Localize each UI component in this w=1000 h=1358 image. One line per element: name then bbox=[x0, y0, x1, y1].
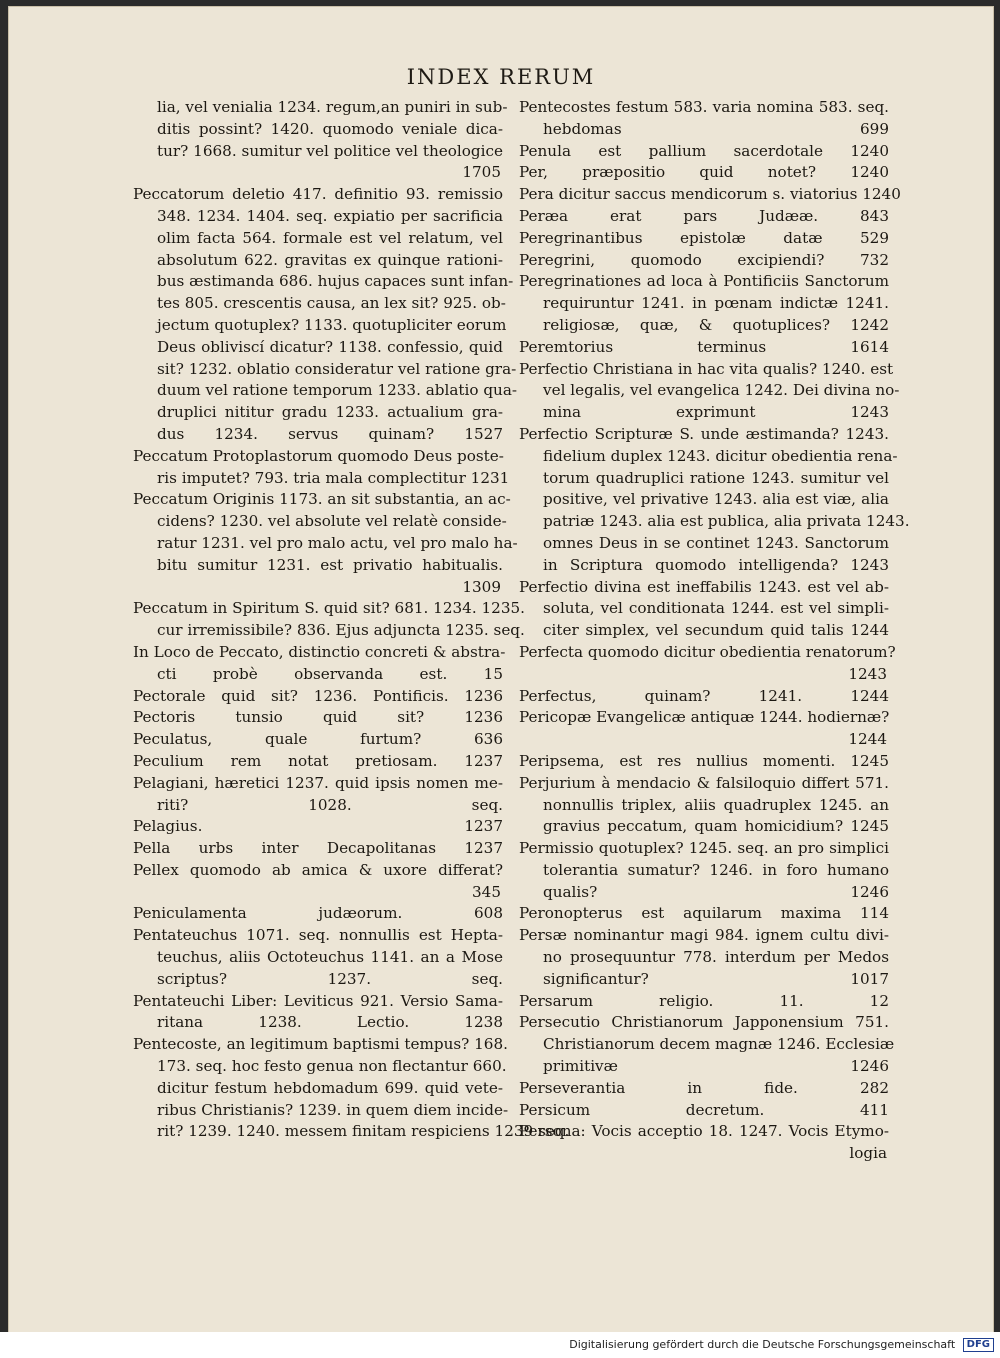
index-line: Peculatus, quale furtum? 636 bbox=[133, 730, 503, 749]
index-line: mina exprimunt 1243 bbox=[543, 403, 889, 422]
index-line: 1243 bbox=[848, 664, 887, 683]
index-line: Perseverantia in fide. 282 bbox=[519, 1078, 889, 1097]
index-line: Peculium rem notat pretiosam. 1237 bbox=[133, 751, 503, 770]
index-line: bitu sumitur 1231. est privatio habitualis. bbox=[157, 555, 503, 574]
index-line: requiruntur 1241. in pœnam indictæ 1241. bbox=[543, 294, 889, 313]
index-line: ribus Christianis? 1239. in quem diem incide- bbox=[157, 1100, 509, 1119]
index-line: primitivæ 1246 bbox=[543, 1057, 889, 1076]
index-line: tes 805. crescentis causa, an lex sit? 925. ob- bbox=[157, 294, 506, 313]
index-line: Perfectio Scripturæ S. unde æstimanda? 1243. bbox=[519, 424, 889, 443]
index-line: Persarum religio. 11. 12 bbox=[519, 991, 889, 1010]
index-line: ris imputet? 793. tria mala complectitur 1231 bbox=[157, 468, 510, 487]
index-line: Peregrinationes ad loca à Pontificiis Sanctorum bbox=[519, 272, 889, 291]
index-line: religiosæ, quæ, & quotuplices? 1242 bbox=[543, 315, 889, 334]
index-line: 348. 1234. 1404. seq. expiatio per sacrificia bbox=[157, 206, 503, 225]
index-line: ritana 1238. Lectio. 1238 bbox=[157, 1013, 503, 1032]
index-line: Pentateuchi Liber: Leviticus 921. Versio Sama- bbox=[133, 991, 503, 1010]
index-line: Per, præpositio quid notet? 1240 bbox=[519, 163, 889, 182]
index-line: Peregrinantibus epistolæ datæ 529 bbox=[519, 228, 889, 247]
index-line: jectum quotuplex? 1133. quotupliciter eorum bbox=[157, 315, 507, 334]
index-line: cidens? 1230. vel absolute vel relatè conside- bbox=[157, 512, 507, 531]
digitization-footer bbox=[0, 1332, 1000, 1358]
index-line: Peronopterus est aquilarum maxima 114 bbox=[519, 904, 889, 923]
index-line: Pelagius. 1237 bbox=[133, 817, 503, 836]
index-line: no prosequuntur 778. interdum per Medos bbox=[543, 948, 889, 967]
index-line: patriæ 1243. alia est publica, alia privata 1243. bbox=[543, 512, 910, 531]
index-line: ratur 1231. vel pro malo actu, vel pro malo ha- bbox=[157, 533, 518, 552]
index-line: Perfecta quomodo dicitur obedientia renatorum? bbox=[519, 642, 896, 661]
index-line: Pectorale quid sit? 1236. Pontificis. 1236 bbox=[133, 686, 503, 705]
dfg-logo: DFG bbox=[963, 1338, 994, 1352]
index-line: Peniculamenta judæorum. 608 bbox=[133, 904, 503, 923]
index-line: nonnullis triplex, aliis quadruplex 1245. an bbox=[543, 795, 889, 814]
index-line: lia, vel venialia 1234. regum,an puniri in sub- bbox=[157, 98, 508, 116]
index-line: Christianorum decem magnæ 1246. Ecclesiæ bbox=[543, 1035, 895, 1054]
index-line: Permissio quotuplex? 1245. seq. an pro simplici bbox=[519, 839, 889, 858]
index-line: hebdomas 699 bbox=[543, 119, 889, 138]
index-line: Perjurium à mendacio & falsiloquio differt 571. bbox=[519, 773, 889, 792]
index-line: sit? 1232. oblatio consideratur vel ratione gra- bbox=[157, 359, 517, 378]
index-line: Pelagiani, hæretici 1237. quid ipsis nomen me- bbox=[133, 773, 503, 792]
running-header: INDEX RERUM bbox=[406, 65, 596, 89]
index-line: omnes Deus in se continet 1243. Sanctorum bbox=[543, 533, 889, 552]
index-line: cur irremissibile? 836. Ejus adjuncta 1235. seq. bbox=[157, 621, 525, 640]
index-line: Persecutio Christianorum Japponensium 751. bbox=[519, 1013, 889, 1032]
index-line: Pera dicitur saccus mendicorum s. viatorius 1240 bbox=[519, 185, 901, 204]
index-line: tolerantia sumatur? 1246. in foro humano bbox=[543, 860, 889, 879]
index-line: logia bbox=[849, 1144, 887, 1163]
index-line: bus æstimanda 686. hujus capaces sunt infan- bbox=[157, 272, 514, 291]
index-line: Persicum decretum. 411 bbox=[519, 1100, 889, 1119]
index-line: druplici nititur gradu 1233. actualium gra- bbox=[157, 403, 503, 422]
book-page bbox=[8, 6, 994, 1334]
index-line: Pericopæ Evangelicæ antiquæ 1244. hodiernæ? bbox=[519, 708, 890, 727]
index-column-left bbox=[133, 97, 570, 1143]
index-line: significantur? 1017 bbox=[543, 969, 889, 988]
index-line: vel legalis, vel evangelica 1242. Dei divina no- bbox=[543, 381, 900, 400]
index-line: riti? 1028. seq. bbox=[157, 795, 503, 814]
index-line: Persæ nominantur magi 984. ignem cultu divi- bbox=[519, 926, 889, 945]
index-line: 173. seq. hoc festo genua non flectantur 660. bbox=[157, 1057, 507, 1076]
index-line: Penula est pallium sacerdotale 1240 bbox=[519, 141, 889, 160]
index-line: citer simplex, vel secundum quid talis 1244 bbox=[543, 621, 889, 640]
index-line: Peripsema, est res nullius momenti. 1245 bbox=[519, 751, 889, 770]
index-line: positive, vel privative 1243. alia est viæ, alia bbox=[543, 490, 889, 509]
index-line: Peremtorius terminus 1614 bbox=[519, 337, 889, 356]
index-line: scriptus? 1237. seq. bbox=[157, 969, 503, 988]
index-line: gravius peccatum, quam homicidium? 1245 bbox=[543, 817, 889, 836]
index-line: 1705 bbox=[462, 163, 501, 182]
index-line: dus 1234. servus quinam? 1527 bbox=[157, 424, 503, 443]
index-line: rit? 1239. 1240. messem finitam respiciens 1239 seq. bbox=[157, 1122, 570, 1141]
index-line: Peccatum Originis 1173. an sit substantia, an ac- bbox=[133, 490, 511, 509]
index-line: 1309 bbox=[462, 577, 501, 596]
index-line: Pentecostes festum 583. varia nomina 583. seq. bbox=[519, 98, 889, 116]
index-line: fidelium duplex 1243. dicitur obedientia rena- bbox=[543, 446, 898, 465]
index-line: Perfectio Christiana in hac vita qualis? 1240. est bbox=[519, 359, 894, 378]
index-line: Pectoris tunsio quid sit? 1236 bbox=[133, 708, 503, 727]
index-line: Pellex quomodo ab amica & uxore differat? bbox=[133, 860, 503, 879]
index-line: teuchus, aliis Octoteuchus 1141. an a Mose bbox=[157, 948, 503, 967]
index-line: absolutum 622. gravitas ex quinque rationi- bbox=[157, 250, 503, 269]
index-line: dicitur festum hebdomadum 699. quid vete- bbox=[157, 1078, 503, 1097]
index-line: 1244 bbox=[848, 730, 887, 749]
index-line: Perfectio divina est ineffabilis 1243. est vel ab- bbox=[519, 577, 889, 596]
index-line: tur? 1668. sumitur vel politice vel theologice bbox=[157, 141, 503, 160]
index-column-right bbox=[519, 97, 910, 1165]
index-line: in Scriptura quomodo intelligenda? 1243 bbox=[543, 555, 889, 574]
index-line: Pentateuchus 1071. seq. nonnullis est Hepta- bbox=[133, 926, 503, 945]
index-line: qualis? 1246 bbox=[543, 882, 889, 901]
index-line: Deus obliviscí dicatur? 1138. confessio, quid bbox=[157, 337, 503, 356]
index-line: torum quadruplici ratione 1243. sumitur vel bbox=[543, 468, 889, 487]
index-line: soluta, vel conditionata 1244. est vel simpli- bbox=[543, 599, 889, 618]
index-line: Perfectus, quinam? 1241. 1244 bbox=[519, 686, 889, 705]
index-line: Peccatum in Spiritum S. quid sit? 681. 1234. 1235. bbox=[133, 599, 525, 618]
footer-credit-text: Digitalisierung gefördert durch die Deutsche Forschungsgemeinschaft bbox=[569, 1338, 956, 1351]
index-line: Peccatum Protoplastorum quomodo Deus poste- bbox=[133, 446, 504, 465]
index-line: Peræa erat pars Judææ. 843 bbox=[519, 206, 889, 225]
index-line: Peregrini, quomodo excipiendi? 732 bbox=[519, 250, 889, 269]
index-line: Peccatorum deletio 417. definitio 93. remissio bbox=[133, 185, 503, 204]
index-line: Pentecoste, an legitimum baptismi tempus? 168. bbox=[133, 1035, 508, 1054]
index-line: duum vel ratione temporum 1233. ablatio qua- bbox=[157, 381, 518, 400]
index-line: Pella urbs inter Decapolitanas 1237 bbox=[133, 839, 503, 858]
index-line: 345 bbox=[472, 882, 501, 901]
index-line: olim facta 564. formale est vel relatum, vel bbox=[157, 228, 503, 247]
index-line: Persona: Vocis acceptio 18. 1247. Vocis Etymo- bbox=[519, 1122, 889, 1141]
index-line: In Loco de Peccato, distinctio concreti & abstra- bbox=[133, 642, 506, 661]
index-line: ditis possint? 1420. quomodo veniale dica- bbox=[157, 119, 503, 138]
index-line: cti probè observanda est. 15 bbox=[157, 664, 503, 683]
